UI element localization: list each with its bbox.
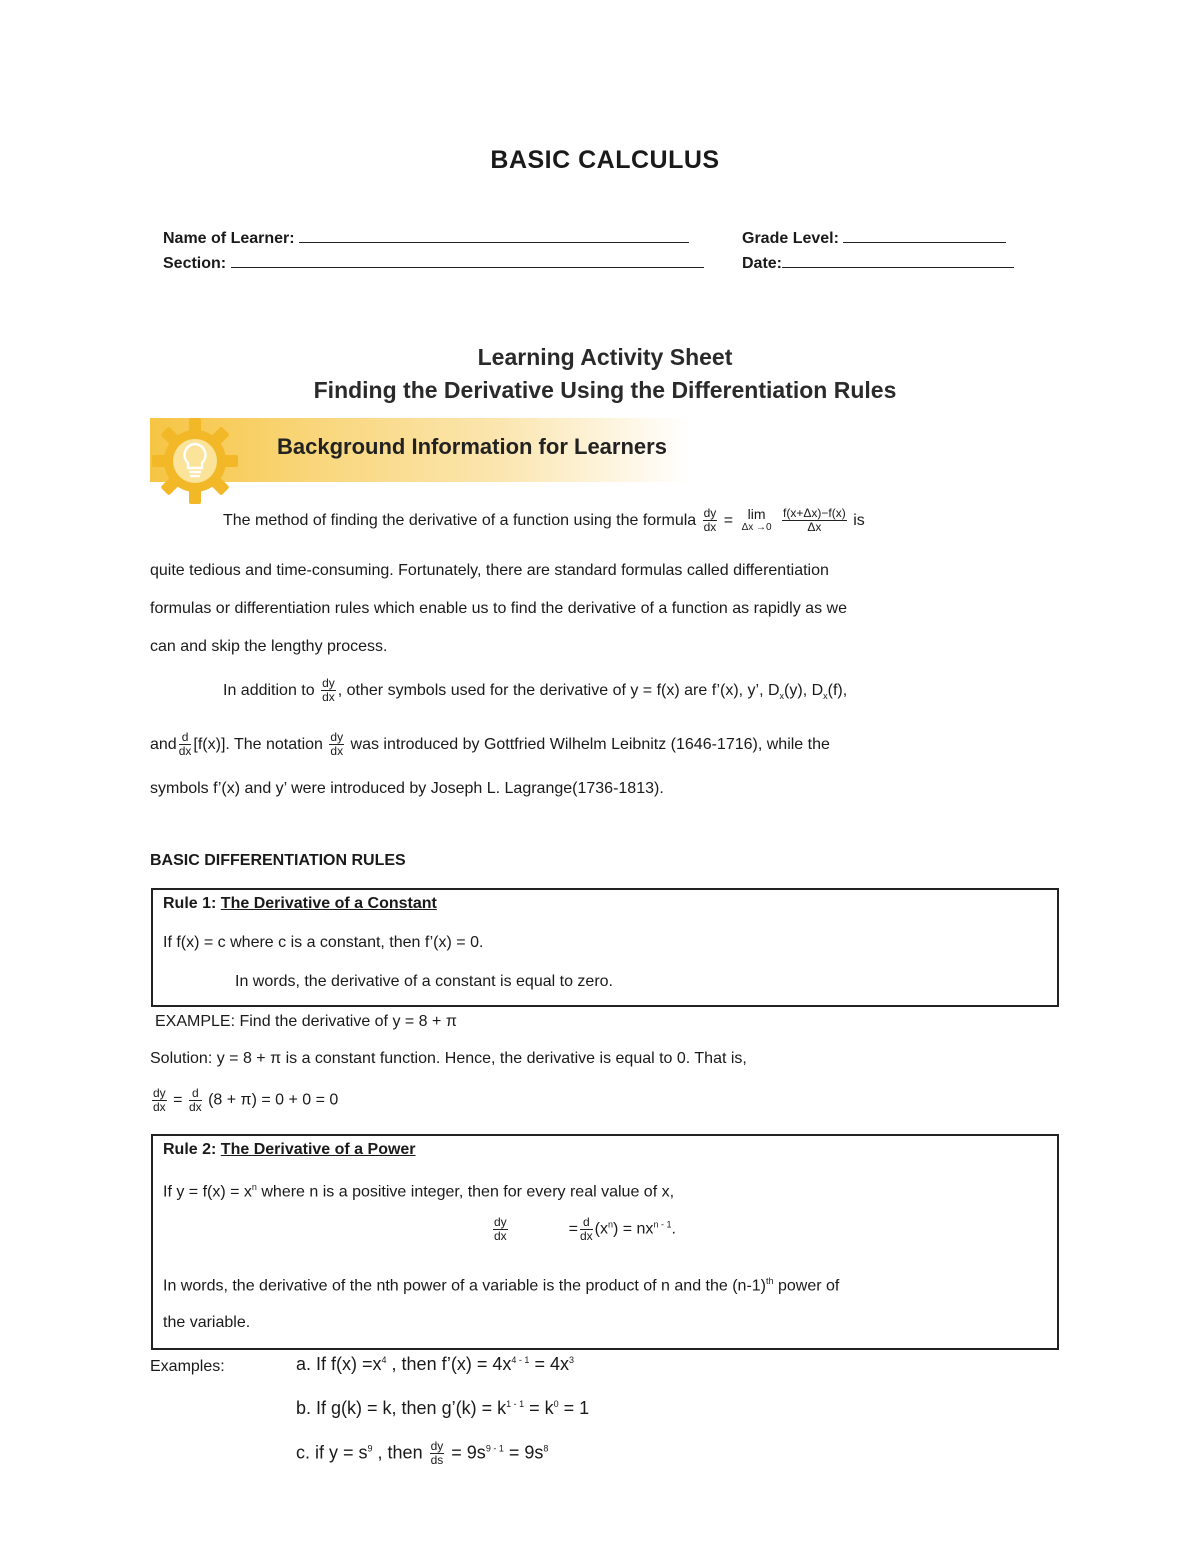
intro-text: [f(x)]. The notation [193, 736, 323, 753]
fraction-denominator: dx [703, 520, 717, 535]
example-1-equation [150, 1087, 338, 1114]
intro-text: was introduced by Gottfried Wilhelm Leibnitz (1646-1716), while the [350, 736, 830, 753]
date-label: Date: [742, 255, 783, 272]
lim-subscript: Δx →0 [741, 521, 772, 533]
dy-ds-fraction [430, 1440, 445, 1467]
date-blank[interactable] [782, 253, 1014, 268]
rule-2-title: The Derivative of a Power [220, 1141, 416, 1158]
intro-text: is [853, 512, 865, 529]
quotient-numerator: f(x+Δx)−f(x) [783, 506, 846, 521]
intro-line-5 [223, 672, 1063, 715]
intro-text: In addition to [223, 682, 315, 699]
rule-2-words-cont: the variable. [163, 1314, 251, 1331]
exponent: 9 [367, 1443, 373, 1454]
date-field [742, 253, 1014, 273]
superscript-th: th [766, 1276, 774, 1286]
lim-text: lim [747, 505, 766, 522]
grade-label: Grade Level: [742, 230, 839, 247]
fraction-denominator: dx [188, 1100, 202, 1114]
fraction-denominator: dx [153, 1100, 166, 1114]
formula-text: . [671, 1220, 676, 1238]
section-label: Section: [163, 255, 227, 272]
statement-text: where n is a positive integer, then for every real value of x, [256, 1183, 675, 1201]
section-blank[interactable] [231, 253, 704, 268]
exponent: 9 - 1 [485, 1443, 504, 1454]
fraction-numerator: dy [494, 1215, 507, 1229]
exponent: 3 [568, 1355, 574, 1365]
intro-line-2: quite tedious and time-consuming. Fortunately, there are standard formulas called differentiation [150, 562, 829, 579]
rule-1-heading [163, 895, 437, 913]
d-dx-fraction [189, 1087, 202, 1114]
rule-1-statement: If f(x) = c where c is a constant, then f’(x) = 0. [163, 934, 484, 951]
words-text: power of [773, 1277, 840, 1295]
example-text: , then [372, 1442, 428, 1463]
d-dx-fraction [179, 731, 192, 758]
fraction-numerator: dy [153, 1086, 166, 1100]
intro-text: The method of finding the derivative of a function using the formula [223, 512, 697, 529]
fraction-denominator: dx [178, 744, 192, 759]
fraction-denominator: ds [430, 1453, 444, 1467]
example-1-prompt: EXAMPLE: Find the derivative of y = 8 + π [155, 1013, 457, 1030]
example-text: = k [524, 1398, 554, 1418]
fraction-numerator: dy [703, 506, 717, 521]
rule-2-label: Rule 2: [163, 1141, 217, 1158]
fraction-denominator: dx [494, 1229, 507, 1243]
rules-heading: BASIC DIFFERENTIATION RULES [150, 852, 406, 869]
equals-sign: = [568, 1220, 578, 1238]
exponent: n [607, 1219, 613, 1230]
name-blank[interactable] [299, 228, 689, 243]
gear-lightbulb-icon [150, 416, 240, 506]
fraction-denominator: dx [330, 744, 344, 759]
quotient-denominator: Δx [807, 520, 822, 535]
exponent: 4 [381, 1355, 387, 1365]
exponent: n [251, 1182, 257, 1192]
grade-field [742, 228, 1006, 248]
section-field [163, 253, 704, 273]
exponent: 0 [553, 1399, 559, 1409]
exponent: 1 - 1 [506, 1399, 525, 1409]
example-text: a. If f(x) =x [296, 1354, 382, 1374]
example-text: = 4x [529, 1354, 569, 1374]
dy-dx-fraction [152, 1087, 167, 1114]
sheet-title: Learning Activity Sheet [477, 344, 733, 370]
subscript-x: x [779, 691, 785, 702]
equals-sign: = [173, 1091, 183, 1109]
name-field [163, 228, 689, 248]
example-c [296, 1440, 548, 1467]
name-label: Name of Learner: [163, 230, 295, 247]
dy-dx-fraction [703, 507, 718, 534]
fraction-numerator: d [179, 731, 192, 745]
example-text: , then f’(x) = 4x [386, 1354, 512, 1374]
intro-line-4: can and skip the lengthy process. [150, 638, 388, 655]
statement-text: If y = f(x) = x [163, 1183, 252, 1201]
intro-text: , other symbols used for the derivative of y = f(x) are f’(x), y’, D [337, 682, 780, 699]
words-text: In words, the derivative of the nth power of a variable is the product of n and the (n-1) [163, 1277, 767, 1295]
rule-2-heading [163, 1141, 416, 1159]
fraction-numerator: dy [322, 676, 335, 691]
intro-line-6 [150, 726, 1060, 764]
rule-2-words [163, 1276, 839, 1295]
formula-text: (x [594, 1220, 608, 1238]
equation-rest: (8 + π) = 0 + 0 = 0 [208, 1091, 339, 1109]
rule-1-label: Rule 1: [163, 895, 217, 912]
exponent: 8 [543, 1443, 549, 1454]
examples-label: Examples: [150, 1358, 225, 1375]
example-text: = 1 [558, 1398, 590, 1418]
example-text: = 9s [503, 1442, 544, 1463]
exponent: n - 1 [653, 1219, 672, 1230]
difference-quotient [782, 507, 847, 534]
exponent: 4 - 1 [511, 1355, 530, 1365]
rule-1-title: The Derivative of a Constant [220, 895, 437, 912]
subscript-x: x [823, 691, 828, 702]
intro-line-1 [223, 502, 1063, 540]
limit-expression [742, 507, 772, 535]
banner-label: Background Information for Learners [277, 434, 667, 459]
dy-dx-fraction [493, 1216, 508, 1243]
rule-2-statement [163, 1182, 674, 1201]
fraction-denominator: dx [322, 690, 335, 705]
example-text: = 9s [446, 1442, 486, 1463]
fraction-numerator: dy [330, 730, 344, 745]
dy-dx-fraction [329, 731, 344, 758]
example-1-solution: Solution: y = 8 + π is a constant function. Hence, the derivative is equal to 0. That is, [150, 1050, 747, 1067]
intro-text: and [150, 736, 177, 753]
example-text: b. If g(k) = k, then g’(k) = k [296, 1398, 507, 1418]
dy-dx-fraction [321, 677, 336, 704]
fraction-numerator: dy [430, 1439, 444, 1453]
rule-2-box [151, 1134, 1059, 1350]
rule-2-formula [491, 1216, 676, 1243]
intro-line-7: symbols f’(x) and y’ were introduced by Joseph L. Lagrange(1736-1813). [150, 780, 664, 797]
intro-text: (f), [827, 682, 848, 699]
fraction-numerator: d [580, 1216, 593, 1230]
example-text: c. if y = s [296, 1442, 368, 1463]
sheet-topic: Finding the Derivative Using the Differentiation Rules [313, 377, 897, 403]
fraction-denominator: dx [579, 1229, 593, 1243]
grade-blank[interactable] [843, 228, 1006, 243]
example-b [296, 1398, 589, 1419]
intro-text: (y), D [784, 682, 824, 699]
example-a [296, 1354, 574, 1375]
d-dx-fraction [580, 1216, 593, 1243]
rule-1-words: In words, the derivative of a constant is equal to zero. [235, 973, 613, 990]
fraction-numerator: d [189, 1087, 202, 1101]
intro-line-3: formulas or differentiation rules which enable us to find the derivative of a function as rapidly as we [150, 600, 847, 617]
formula-text: ) = nx [612, 1220, 654, 1238]
document-title: BASIC CALCULUS [490, 146, 720, 174]
rule-1-box [151, 888, 1059, 1007]
equals-sign: = [723, 512, 734, 529]
